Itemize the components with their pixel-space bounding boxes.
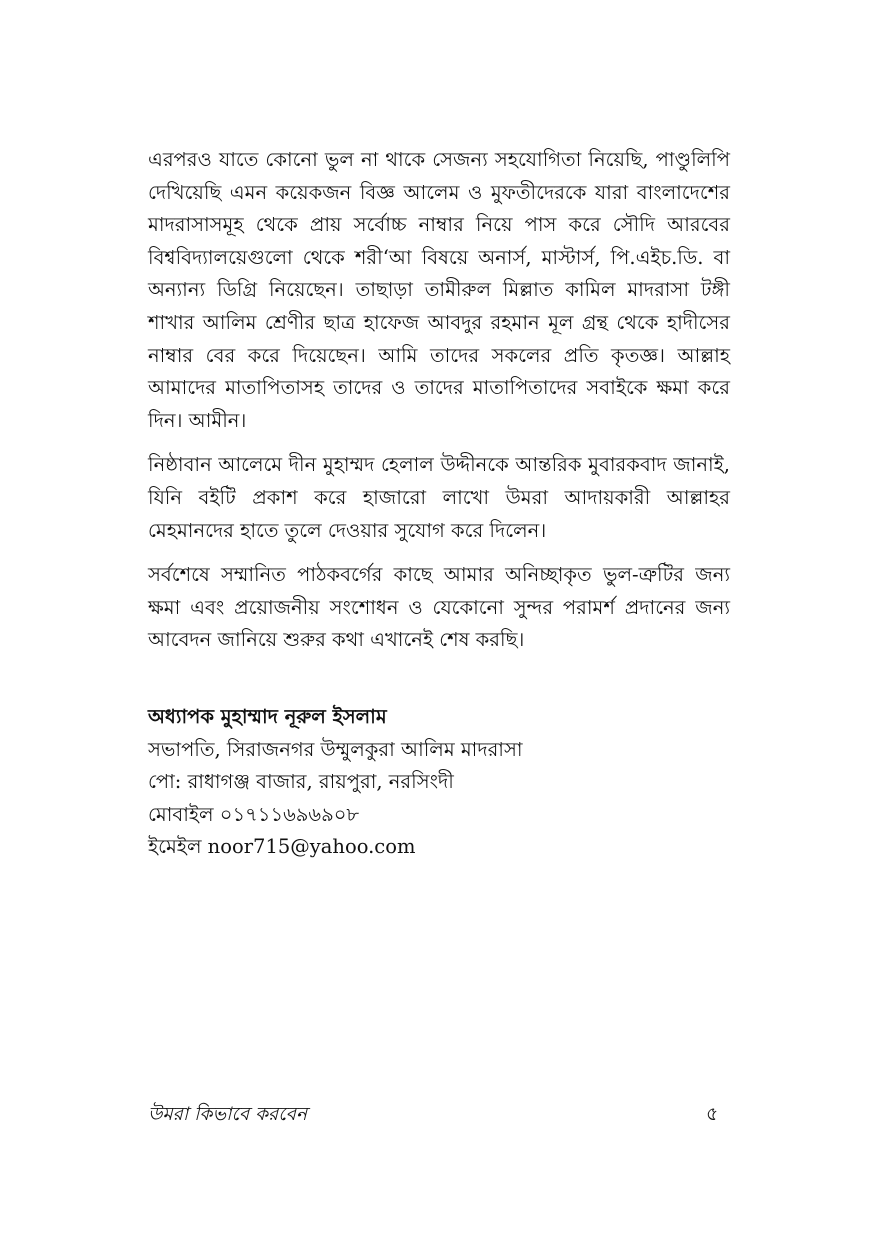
body-text xyxy=(148,144,730,669)
page-number: ৫ xyxy=(706,1103,719,1125)
author-name: অধ্যাপক মুহাম্মাদ নূরুল ইসলাম xyxy=(148,705,387,728)
author-email: ইমেইল noor715@yahoo.com xyxy=(148,835,416,858)
paragraph-acknowledgement: এরপরও যাতে কোনো ভুল না থাকে সেজন্য সহযোগিতা নিয়েছি, পাণ্ডুলিপি দেখিয়েছি এমন কয়েকজন বিজ্ঞ আলেম ও মুফতীদেরকে যারা বাংলাদেশের মাদরাসাসমূহ থেকে প্রায় সর্বোচ্চ নাম্বার নিয়ে পাস করে সৌদি আরবের বিশ্ববিদ্যালয়েগুলো থেকে শরী‘আ বিষয়ে অনার্স, মাস্টার্স, পি.এইচ.ডি. বা অন্যান্য ডিগ্রি নিয়েছেন। তাছাড়া তামীরুল মিল্লাত কামিল মাদরাসা টঙ্গী শাখার আলিম শ্রেণীর ছাত্র হাফেজ আবদুর রহমান মূল গ্রন্থ থেকে হাদীসের নাম্বার বের করে দিয়েছেন। আমি তাদের সকলের প্রতি কৃতজ্ঞ। আল্লাহ আমাদের মাতাপিতাসহ তাদের ও তাদের মাতাপিতাদের সবাইকে ক্ষমা করে দিন। আমীন। xyxy=(148,148,730,432)
author-address: পো: রাধাগঞ্জ বাজার, রায়পুরা, নরসিংদী xyxy=(148,770,454,793)
author-position: সভাপতি, সিরাজনগর উম্মুলকুরা আলিম মাদরাসা xyxy=(148,737,523,761)
author-signature-block xyxy=(148,701,730,864)
running-footer-title: উমরা কিভাবে করবেন xyxy=(148,1104,307,1125)
author-mobile: মোবাইল ০১৭১১৬৯৬৯০৮ xyxy=(148,802,360,826)
paragraph-closing: সর্বশেষে সম্মানিত পাঠকবর্গের কাছে আমার অনিচ্ছাকৃত ভুল-ত্রুটির জন্য ক্ষমা এবং প্রয়োজনীয় সংশোধন ও যেকোনো সুন্দর পরামর্শ প্রদানের জন্য আবেদন জানিয়ে শুরুর কথা এখানেই শেষ করছি। xyxy=(148,563,730,652)
paragraph-publisher-thanks: নিষ্ঠাবান আলেমে দীন মুহাম্মদ হেলাল উদ্দীনকে আন্তরিক মুবারকবাদ জানাই, যিনি বইটি প্রকাশ করে হাজারো লাখো উমরা আদায়কারী আল্লাহর মেহমানদের হাতে তুলে দেওয়ার সুযোগ করে দিলেন। xyxy=(148,453,730,542)
